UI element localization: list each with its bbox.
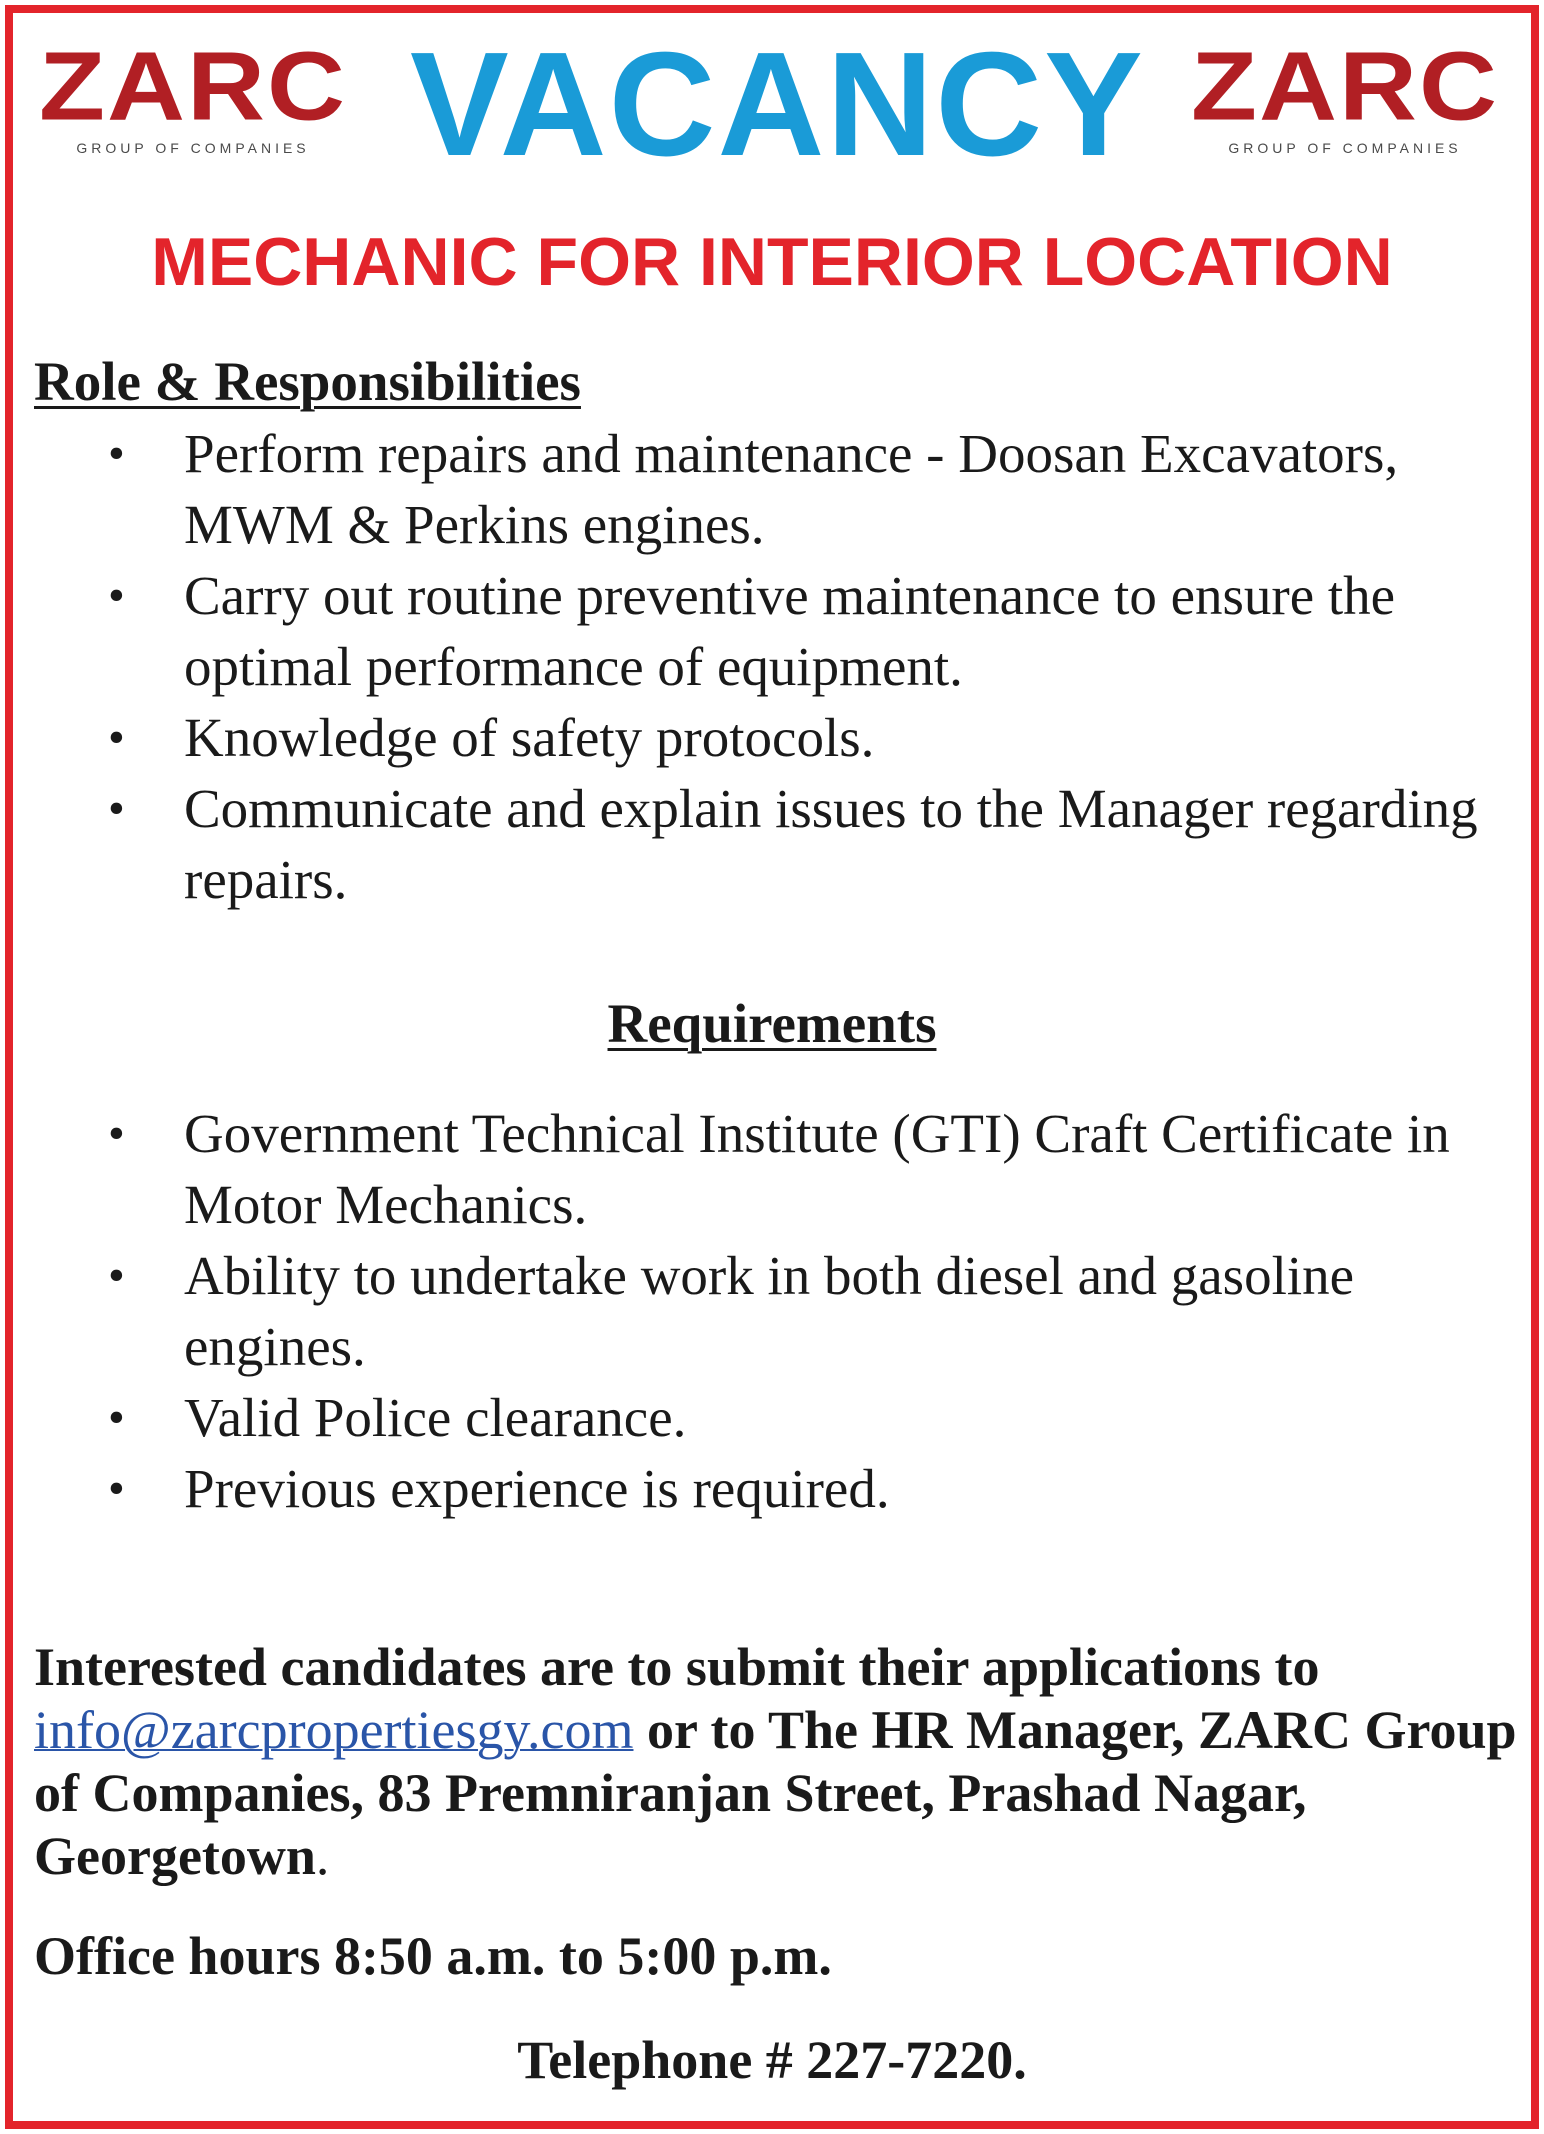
list-item-text: Carry out routine preventive maintenance to ensure the optimal performance of equipment. — [184, 565, 1396, 697]
list-item — [0, 1240, 1544, 1382]
bullet-icon: • — [108, 1107, 125, 1160]
list-item — [0, 1382, 1544, 1453]
application-address: or to The HR Manager, ZARC Group of Companies, 83 Premniranjan Street, Prashad Nagar, Georgetown — [34, 1700, 1517, 1886]
roles-list — [0, 418, 1544, 915]
position-title: MECHANIC FOR INTERIOR LOCATION — [151, 224, 1393, 300]
list-item-text: Perform repairs and maintenance - Doosan Excavators, MWM & Perkins engines. — [184, 423, 1399, 555]
list-item-text: Ability to undertake work in both diesel and gasoline engines. — [184, 1245, 1355, 1377]
bullet-icon: • — [108, 1249, 125, 1302]
requirements-list — [0, 1098, 1544, 1524]
list-item — [0, 418, 1544, 560]
application-instructions — [34, 1636, 1524, 1888]
logo-tagline: GROUP OF COMPANIES — [1228, 140, 1462, 156]
list-item — [0, 560, 1544, 702]
zarc-logo-right — [1180, 31, 1510, 156]
list-item-text: Communicate and explain issues to the Manager regarding repairs. — [184, 778, 1478, 910]
list-item — [0, 1098, 1544, 1240]
bullet-icon: • — [108, 782, 125, 835]
list-item-text: Valid Police clearance. — [184, 1387, 687, 1448]
bullet-icon: • — [108, 427, 125, 480]
bullet-icon: • — [108, 1391, 125, 1444]
list-item-text: Previous experience is required. — [184, 1458, 890, 1519]
application-intro: Interested candidates are to submit their applications to — [34, 1637, 1320, 1697]
bullet-icon: • — [108, 569, 125, 622]
zarc-logo-left — [28, 31, 358, 156]
list-item-text: Government Technical Institute (GTI) Craft Certificate in Motor Mechanics. — [184, 1103, 1450, 1235]
list-item — [0, 1453, 1544, 1524]
list-item-text: Knowledge of safety protocols. — [184, 707, 875, 768]
office-hours: Office hours 8:50 a.m. to 5:00 p.m. — [34, 1926, 832, 1986]
bullet-icon: • — [108, 1462, 125, 1515]
email-link[interactable]: info@zarcpropertiesgy.com — [34, 1700, 634, 1760]
application-end: . — [315, 1826, 330, 1886]
bullet-icon: • — [108, 711, 125, 764]
roles-heading: Role & Responsibilities — [34, 351, 581, 412]
vacancy-title: VACANCY — [410, 22, 1145, 187]
list-item — [0, 773, 1544, 915]
logo-wordmark: ZARC — [1191, 31, 1499, 140]
logo-tagline: GROUP OF COMPANIES — [76, 140, 310, 156]
list-item — [0, 702, 1544, 773]
telephone: Telephone # 227-7220. — [517, 2030, 1027, 2090]
requirements-heading: Requirements — [607, 993, 937, 1054]
logo-wordmark: ZARC — [39, 31, 347, 140]
